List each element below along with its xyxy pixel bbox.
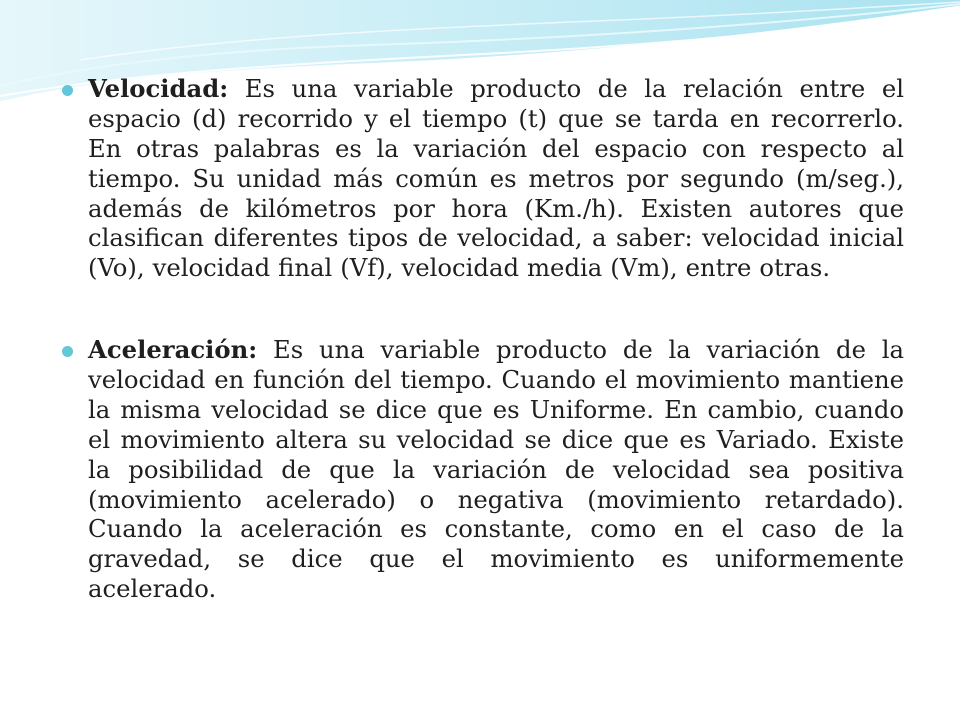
bullet-list	[62, 74, 904, 604]
bullet-item-aceleracion	[62, 335, 904, 604]
term-velocidad: Velocidad:	[88, 74, 229, 103]
bullet-item-velocidad	[62, 74, 904, 283]
bullet-icon	[62, 85, 73, 96]
term-aceleracion: Aceleración:	[88, 335, 258, 365]
definition-velocidad: Es una variable producto de la relación entre el espacio (d) recorrido y el tiempo (t) que se tarda en recorrerlo. En otras palabras es la variación del espacio con respecto al tiempo. Su unidad más común es metros por segundo (m/seg.), además de kilómetros por hora (Km./h). Existen autores que clasifican diferentes tipos de velocidad, a saber: velocidad inicial (Vo), velocidad final (Vf), velocidad media (Vm), entre otras.	[88, 74, 904, 283]
definition-aceleracion: Es una variable producto de la variación de la velocidad en función del tiempo. Cuando el movimiento mantiene la misma velocidad se dice que es Uniforme. En cambio, cuando el movimiento altera su velocidad se dice que es Variado. Existe la posibilidad de que la variación de velocidad sea positiva (movimiento acelerado) o negativa (movimiento retardado). Cuando la aceleración es constante, como en el caso de la gravedad, se dice que el movimiento es uniformemente acelerado.	[88, 335, 904, 604]
bullet-icon	[62, 346, 73, 357]
